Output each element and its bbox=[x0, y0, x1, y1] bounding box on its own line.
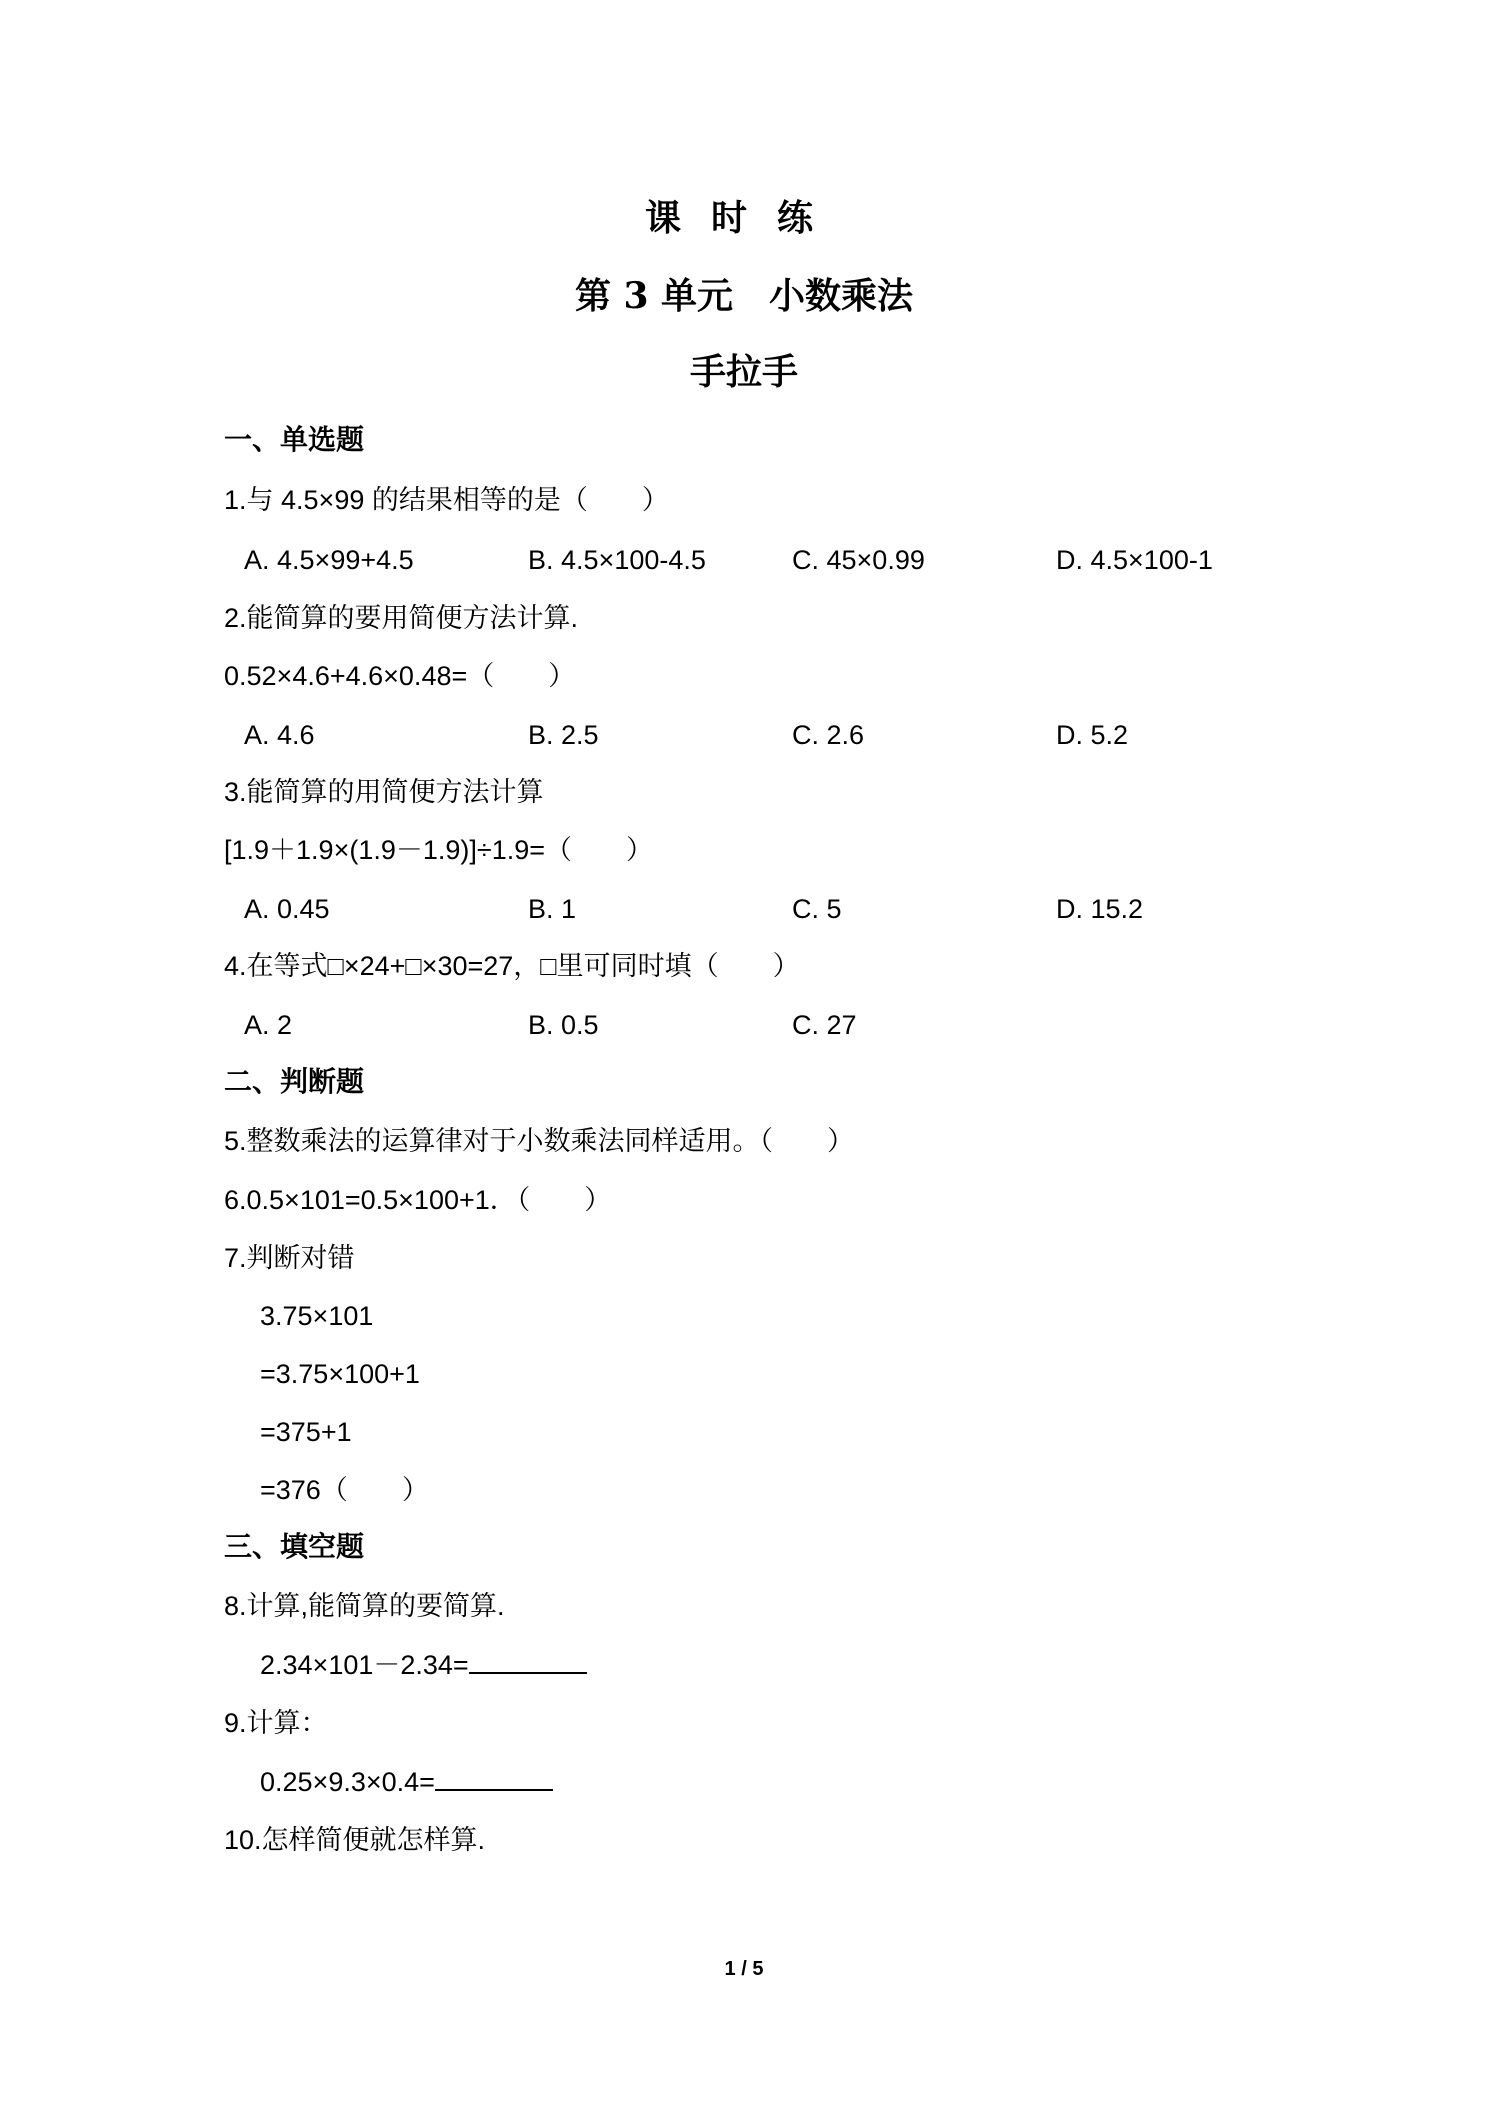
question-10: 10.怎样简便就怎样算. bbox=[224, 1825, 486, 1855]
question-3-option-b: B. 1 bbox=[528, 894, 577, 924]
question-7-step-2: =3.75×100+1 bbox=[260, 1359, 420, 1389]
question-2-expression: 0.52×4.6+4.6×0.48=（ ） bbox=[224, 661, 576, 691]
question-8-expression-text: 2.34×101－2.34= bbox=[260, 1650, 469, 1680]
question-5: 5.整数乘法的运算律对于小数乘法同样适用。（ ） bbox=[224, 1126, 855, 1156]
question-8-expression bbox=[260, 1645, 587, 1685]
question-7-step-1: 3.75×101 bbox=[260, 1301, 374, 1331]
question-3-option-c: C. 5 bbox=[792, 894, 842, 924]
question-3-expression: [1.9＋1.9×(1.9－1.9)]÷1.9=（ ） bbox=[224, 835, 654, 865]
question-2-option-a: A. 4.6 bbox=[244, 720, 315, 750]
question-4-option-b: B. 0.5 bbox=[528, 1010, 599, 1040]
question-3-stem: 3.能简算的用简便方法计算 bbox=[224, 777, 544, 807]
question-4-option-c: C. 27 bbox=[792, 1010, 857, 1040]
worksheet-title: 课时练 bbox=[644, 197, 843, 239]
question-7-stem: 7.判断对错 bbox=[224, 1243, 355, 1273]
unit-title: 第 3 单元 小数乘法 bbox=[574, 275, 914, 317]
question-7-step-3: =375+1 bbox=[260, 1417, 352, 1447]
question-2-stem: 2.能简算的要用简便方法计算. bbox=[224, 603, 579, 633]
section-heading-fill-blank: 三、填空题 bbox=[224, 1530, 365, 1563]
section-heading-true-false: 二、判断题 bbox=[224, 1065, 365, 1098]
question-2-option-d: D. 5.2 bbox=[1056, 720, 1129, 750]
question-6: 6.0.5×101=0.5×100+1．（ ） bbox=[224, 1185, 612, 1215]
question-9-expression-text: 0.25×9.3×0.4= bbox=[260, 1767, 435, 1797]
question-9-expression bbox=[260, 1762, 553, 1802]
question-4-stem: 4.在等式□×24+□×30=27，□里可同时填（ ） bbox=[224, 951, 800, 981]
question-7-step-4: =376（ ） bbox=[260, 1475, 429, 1505]
question-9-answer-blank[interactable] bbox=[435, 1763, 553, 1791]
question-2-option-c: C. 2.6 bbox=[792, 720, 865, 750]
page-number: 1 / 5 bbox=[724, 1958, 764, 1980]
section-heading-single-choice: 一、单选题 bbox=[224, 423, 365, 456]
worksheet-subtitle: 手拉手 bbox=[689, 351, 798, 393]
question-9-stem: 9.计算： bbox=[224, 1708, 328, 1738]
question-4-option-a: A. 2 bbox=[244, 1010, 293, 1040]
question-3-option-a: A. 0.45 bbox=[244, 894, 330, 924]
question-1-option-d: D. 4.5×100-1 bbox=[1056, 545, 1213, 575]
question-1-option-a: A. 4.5×99+4.5 bbox=[244, 545, 414, 575]
question-8-stem: 8.计算,能简算的要简算. bbox=[224, 1591, 505, 1621]
question-1-option-b: B. 4.5×100-4.5 bbox=[528, 545, 706, 575]
question-1-option-c: C. 45×0.99 bbox=[792, 545, 925, 575]
question-1-stem: 1.与 4.5×99 的结果相等的是（ ） bbox=[224, 485, 669, 515]
question-3-option-d: D. 15.2 bbox=[1056, 894, 1144, 924]
question-2-option-b: B. 2.5 bbox=[528, 720, 599, 750]
question-8-answer-blank[interactable] bbox=[469, 1646, 587, 1674]
